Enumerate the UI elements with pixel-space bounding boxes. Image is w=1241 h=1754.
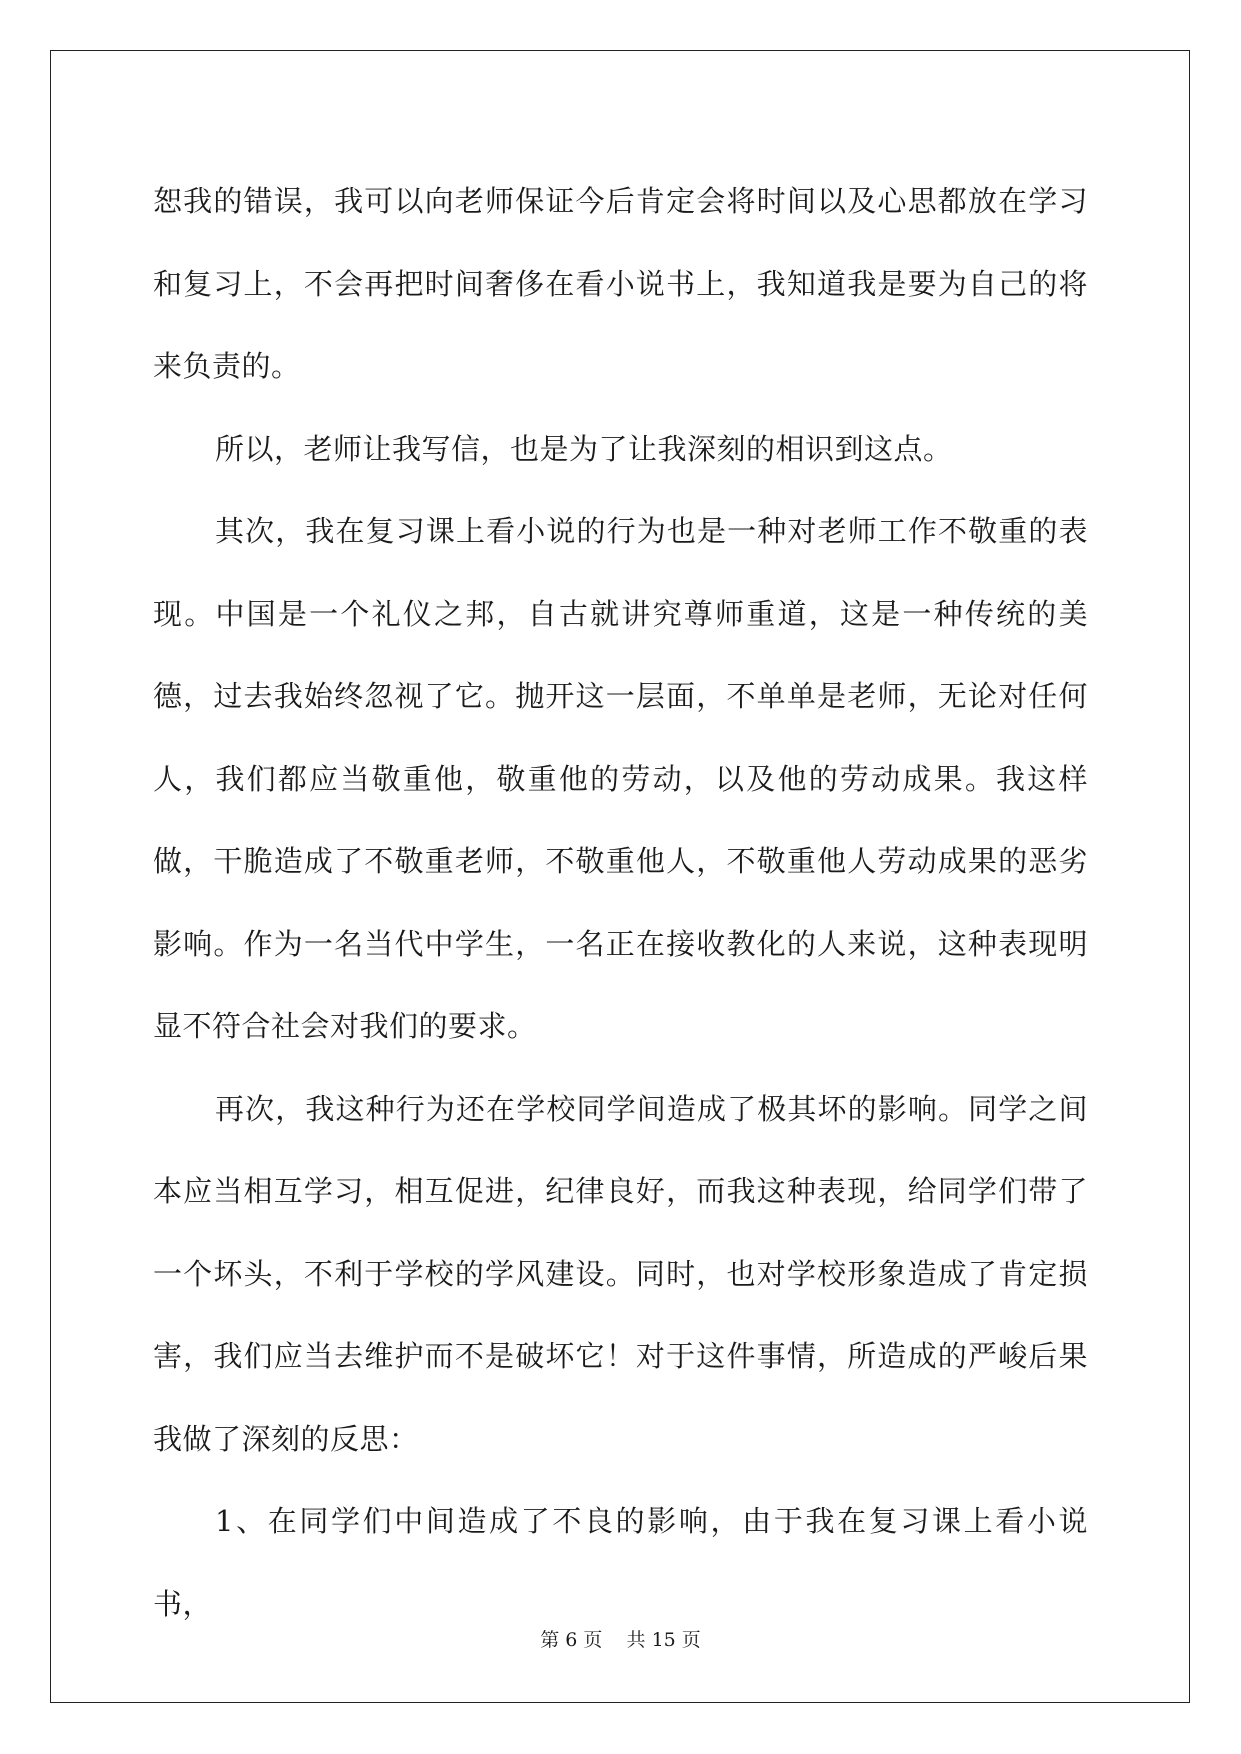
paragraph-1: 恕我的错误，我可以向老师保证今后肯定会将时间以及心思都放在学习和复习上，不会再把时间奢侈在看小说书上，我知道我是要为自己的将来负责的。 <box>153 184 1088 383</box>
paragraph-5: 1、在同学们中间造成了不良的影响，由于我在复习课上看小说书， <box>153 1504 1088 1621</box>
page-number: 第 6 页 <box>540 1629 603 1651</box>
paragraph-3: 其次，我在复习课上看小说的行为也是一种对老师工作不敬重的表现。中国是一个礼仪之邦，自古就讲究尊师重道，这是一种传统的美德，过去我始终忽视了它。抛开这一层面，不单单是老师，无论对任何人，我们都应当敬重他，敬重他的劳动，以及他的劳动成果。我这样做，干脆造成了不敬重老师，不敬重他人，不敬重他人劳动成果的恶劣影响。作为一名当代中学生，一名正在接收教化的人来说，这种表现明显不符合社会对我们的要求。 <box>153 514 1088 1043</box>
page-total: 共 15 页 <box>626 1629 701 1651</box>
paragraph-2: 所以，老师让我写信，也是为了让我深刻的相识到这点。 <box>215 431 953 466</box>
paragraph-4: 再次，我这种行为还在学校同学间造成了极其坏的影响。同学之间本应当相互学习，相互促进，纪律良好，而我这种表现，给同学们带了一个坏头，不利于学校的学风建设。同时，也对学校形象造成了肯定损害，我们应当去维护而不是破坏它！对于这件事情，所造成的严峻后果我做了深刻的反思： <box>153 1091 1088 1456</box>
document-body <box>153 160 1088 1645</box>
page-footer <box>0 1628 1241 1652</box>
